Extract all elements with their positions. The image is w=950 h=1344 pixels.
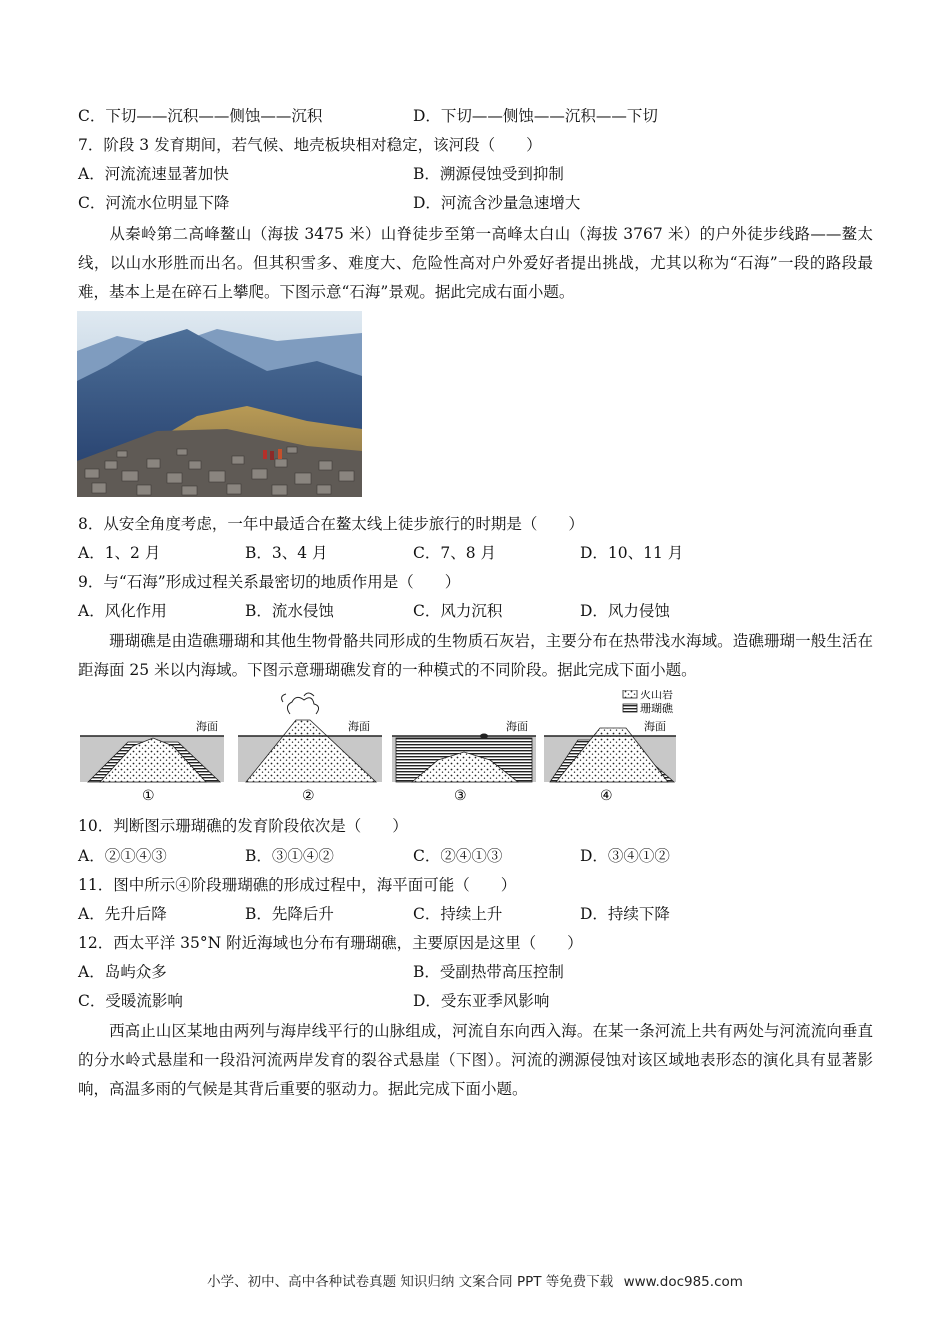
q12-option-b: B．受副热带高压控制 [413,963,564,981]
legend-coral-label: 珊瑚礁 [640,702,673,715]
q10-option-a: A．②①④③ [78,847,167,865]
sea-surface-label-2: 海面 [348,720,370,733]
q8-option-d: D．10、11 月 [580,544,684,562]
footer-url[interactable]: www.doc985.com [623,1274,743,1290]
q9-option-d: D．风力侵蚀 [580,602,670,620]
q7-option-a: A．河流流速显著加快 [78,165,229,183]
q9-option-c: C．风力沉积 [413,602,503,620]
footer-text: 小学、初中、高中各种试卷真题 知识归纳 文案合同 PPT 等免费下载 [207,1274,614,1290]
q12-option-a: A．岛屿众多 [78,963,167,981]
q7-option-b: B．溯源侵蚀受到抑制 [413,165,564,183]
sea-surface-label-4: 海面 [644,720,666,733]
q9-option-a: A．风化作用 [78,602,167,620]
passage-coral-text: 珊瑚礁是由造礁珊瑚和其他生物骨骼共同形成的生物质石灰岩，主要分布在热带浅水海域。造礁珊瑚一般生活在距海面 25 米以内海域。下图示意珊瑚礁发育的一种模式的不同阶段。据此完成下面小题。 [78,632,873,679]
q11-option-a: A．先升后降 [78,905,167,923]
stone-sea-photo [77,311,362,497]
sea-surface-label-3: 海面 [506,720,528,733]
q7-option-c: C．河流水位明显下降 [78,194,230,212]
q10-option-b: B．③①④② [245,847,334,865]
q12-option-c: C．受暖流影响 [78,992,183,1010]
q8-option-a: A．1、2 月 [78,544,161,562]
passage-western-ghats-text: 西高止山区某地由两列与海岸线平行的山脉组成，河流自东向西入海。在某一条河流上共有两处与河流流向垂直的分水岭式悬崖和一段沿河流两岸发育的裂谷式悬崖（下图）。河流的溯源侵蚀对该区域地表形态的演化具有显著影响，高温多雨的气候是其背后重要的驱动力。据此完成下面小题。 [78,1022,873,1098]
q8-option-c: C．7、8 月 [413,544,497,562]
panel-label-3: ③ [454,788,467,804]
q11-option-d: D．持续下降 [580,905,670,923]
passage-aotai [78,220,873,307]
legend-volcanic-label: 火山岩 [640,690,673,701]
q10-stem: 10．判断图示珊瑚礁的发育阶段依次是（ ） [78,817,408,835]
q12-option-d: D．受东亚季风影响 [413,992,550,1010]
q6-option-c: C．下切——沉积——侧蚀——沉积 [78,107,323,125]
legend-coral-swatch [623,704,637,712]
q9-stem: 9．与“石海”形成过程关系最密切的地质作用是（ ） [78,573,461,591]
diagram-panel-1 [80,719,224,782]
q7-option-d: D．河流含沙量急速增大 [413,194,581,212]
q10-option-c: C．②④①③ [413,847,503,865]
q11-option-c: C．持续上升 [413,905,503,923]
panel-label-2: ② [302,788,315,804]
diagram-panel-4 [544,690,676,782]
panel-label-1: ① [142,788,155,804]
diagram-panel-2 [238,693,382,782]
page-footer [0,1270,950,1290]
passage-western-ghats [78,1017,873,1104]
q10-option-d: D．③④①② [580,847,670,865]
passage-aotai-text: 从秦岭第二高峰鳌山（海拔 3475 米）山脊徒步至第一高峰太白山（海拔 3767 米）的户外徒步线路——鳌太线，以山水形胜而出名。但其积雪多、难度大、危险性高对户外爱好者提出挑战，尤其以称为“石海”一段的路段最难，基本上是在碎石上攀爬。下图示意“石海”景观。据此完成右面小题。 [78,225,873,301]
q6-option-d: D．下切——侧蚀——沉积——下切 [413,107,658,125]
coral-reef-diagram [78,690,683,805]
q8-option-b: B．3、4 月 [245,544,328,562]
sea-surface-label-1: 海面 [196,720,218,733]
q12-stem: 12．西太平洋 35°N 附近海域也分布有珊瑚礁，主要原因是这里（ ） [78,934,583,952]
legend-volcanic-swatch [623,690,637,698]
passage-coral [78,627,873,685]
q11-option-b: B．先降后升 [245,905,334,923]
diagram-panel-3 [392,719,536,782]
q9-option-b: B．流水侵蚀 [245,602,334,620]
q11-stem: 11．图中所示④阶段珊瑚礁的形成过程中，海平面可能（ ） [78,876,517,894]
panel-label-4: ④ [600,788,613,804]
q7-stem: 7．阶段 3 发育期间，若气候、地壳板块相对稳定，该河段（ ） [78,136,542,154]
q8-stem: 8．从安全角度考虑，一年中最适合在鳌太线上徒步旅行的时期是（ ） [78,515,584,533]
